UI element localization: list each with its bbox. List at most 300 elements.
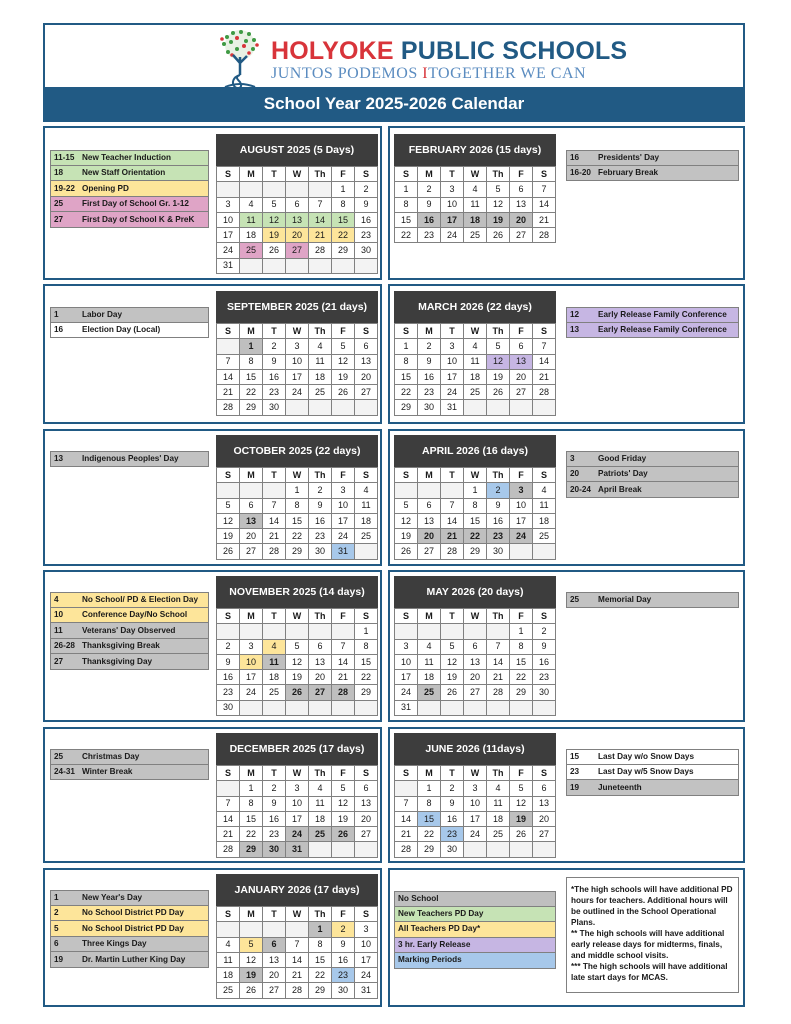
- day-cell: 29: [309, 983, 332, 998]
- day-cell: 18: [464, 212, 487, 227]
- day-cell: 24: [441, 228, 464, 243]
- day-cell: 31: [395, 700, 418, 715]
- weekday-header: S: [355, 167, 378, 182]
- month-grid: [216, 166, 378, 274]
- event-date: 5: [54, 923, 59, 933]
- day-cell: 3: [464, 781, 487, 796]
- day-cell: 27: [464, 685, 487, 700]
- event-date: 25: [570, 595, 580, 605]
- day-cell: 28: [286, 983, 309, 998]
- day-cell: 21: [217, 827, 240, 842]
- day-cell: 4: [263, 639, 286, 654]
- day-cell: 4: [309, 781, 332, 796]
- day-cell: 28: [217, 842, 240, 857]
- day-cell: 11: [418, 654, 441, 669]
- day-cell: 11: [309, 354, 332, 369]
- day-cell: 30: [441, 842, 464, 857]
- event-row: [566, 451, 739, 467]
- day-cell: 14: [332, 654, 355, 669]
- event-row: [566, 780, 739, 796]
- empty-cell: [441, 483, 464, 498]
- weekday-header: Th: [309, 907, 332, 922]
- day-cell: 14: [395, 811, 418, 826]
- day-cell: 13: [533, 796, 556, 811]
- empty-cell: [510, 700, 533, 715]
- empty-cell: [464, 400, 487, 415]
- day-cell: 17: [510, 513, 533, 528]
- empty-cell: [286, 922, 309, 937]
- day-cell: 1: [309, 922, 332, 937]
- empty-cell: [355, 400, 378, 415]
- day-cell: 12: [217, 513, 240, 528]
- day-cell: 7: [263, 498, 286, 513]
- event-title: Juneteenth: [598, 782, 642, 792]
- day-cell: 21: [441, 529, 464, 544]
- day-cell: 5: [510, 781, 533, 796]
- day-cell: 11: [464, 197, 487, 212]
- day-cell: 11: [217, 952, 240, 967]
- weekday-header: M: [418, 609, 441, 624]
- day-cell: 24: [286, 385, 309, 400]
- day-cell: 1: [240, 781, 263, 796]
- event-date: 19: [54, 954, 64, 964]
- day-cell: 2: [418, 182, 441, 197]
- day-cell: 30: [309, 544, 332, 559]
- day-cell: 6: [533, 781, 556, 796]
- event-row: [50, 451, 209, 467]
- empty-cell: [286, 258, 309, 273]
- day-cell: 16: [263, 811, 286, 826]
- day-cell: 10: [441, 354, 464, 369]
- day-cell: 22: [286, 529, 309, 544]
- day-cell: 8: [395, 354, 418, 369]
- day-cell: 15: [309, 952, 332, 967]
- weekday-header: F: [332, 468, 355, 483]
- empty-cell: [487, 842, 510, 857]
- day-cell: 24: [240, 685, 263, 700]
- day-cell: 15: [240, 369, 263, 384]
- month-apr: [394, 435, 556, 560]
- empty-cell: [355, 544, 378, 559]
- empty-cell: [263, 624, 286, 639]
- day-cell: 29: [464, 544, 487, 559]
- day-cell: 5: [263, 197, 286, 212]
- day-cell: 15: [510, 654, 533, 669]
- empty-cell: [263, 182, 286, 197]
- day-cell: 11: [263, 654, 286, 669]
- day-cell: 26: [286, 685, 309, 700]
- month-feb: [394, 134, 556, 243]
- event-date: 10: [54, 610, 64, 620]
- event-row: [50, 654, 209, 670]
- weekday-header: S: [217, 167, 240, 182]
- month-grid: [216, 467, 378, 560]
- day-cell: 19: [487, 369, 510, 384]
- weekday-header: M: [240, 907, 263, 922]
- day-cell: 6: [309, 639, 332, 654]
- day-cell: 7: [533, 339, 556, 354]
- weekday-header: T: [263, 468, 286, 483]
- day-cell: 19: [217, 529, 240, 544]
- day-cell: 9: [487, 498, 510, 513]
- day-cell: 8: [464, 498, 487, 513]
- event-date: 16-20: [570, 168, 591, 178]
- day-cell: 23: [487, 529, 510, 544]
- day-cell: 12: [487, 197, 510, 212]
- day-cell: 26: [395, 544, 418, 559]
- day-cell: 13: [418, 513, 441, 528]
- weekday-header: M: [418, 468, 441, 483]
- day-cell: 26: [510, 827, 533, 842]
- day-cell: 2: [263, 781, 286, 796]
- event-date: 25: [54, 752, 64, 762]
- events-feb: [566, 150, 739, 181]
- month-mar: [394, 291, 556, 416]
- day-cell: 22: [240, 827, 263, 842]
- day-cell: 18: [355, 513, 378, 528]
- day-cell: 27: [510, 228, 533, 243]
- legend: [394, 891, 556, 969]
- day-cell: 30: [533, 685, 556, 700]
- weekday-header: S: [395, 324, 418, 339]
- day-cell: 5: [487, 182, 510, 197]
- weekday-header: M: [418, 167, 441, 182]
- day-cell: 3: [395, 639, 418, 654]
- day-cell: 4: [533, 483, 556, 498]
- day-cell: 22: [510, 670, 533, 685]
- weekday-header: S: [355, 609, 378, 624]
- day-cell: 5: [332, 781, 355, 796]
- event-date: 26-28: [54, 641, 75, 651]
- day-cell: 2: [487, 483, 510, 498]
- empty-cell: [240, 182, 263, 197]
- day-cell: 16: [487, 513, 510, 528]
- empty-cell: [464, 700, 487, 715]
- empty-cell: [395, 781, 418, 796]
- day-cell: 23: [263, 385, 286, 400]
- weekday-header: Th: [487, 766, 510, 781]
- day-cell: 29: [286, 544, 309, 559]
- day-cell: 18: [240, 228, 263, 243]
- month-may: [394, 576, 556, 716]
- empty-cell: [309, 182, 332, 197]
- brand-name-part2: PUBLIC SCHOOLS: [400, 37, 628, 65]
- day-cell: 21: [487, 670, 510, 685]
- day-cell: 5: [487, 339, 510, 354]
- weekday-header: Th: [487, 167, 510, 182]
- day-cell: 10: [240, 654, 263, 669]
- day-cell: 10: [355, 937, 378, 952]
- month-nov: [216, 576, 378, 716]
- event-row: [50, 921, 209, 937]
- month-grid: [394, 467, 556, 560]
- day-cell: 4: [217, 937, 240, 952]
- day-cell: 3: [441, 339, 464, 354]
- day-cell: 25: [309, 385, 332, 400]
- day-cell: 21: [263, 529, 286, 544]
- event-row: [50, 212, 209, 228]
- empty-cell: [263, 700, 286, 715]
- weekday-header: W: [286, 167, 309, 182]
- day-cell: 22: [355, 670, 378, 685]
- day-cell: 24: [395, 685, 418, 700]
- day-cell: 3: [217, 197, 240, 212]
- day-cell: 2: [263, 339, 286, 354]
- empty-cell: [464, 624, 487, 639]
- day-cell: 5: [286, 639, 309, 654]
- empty-cell: [332, 400, 355, 415]
- day-cell: 1: [418, 781, 441, 796]
- event-date: 1: [54, 893, 59, 903]
- empty-cell: [217, 781, 240, 796]
- day-cell: 16: [355, 212, 378, 227]
- day-cell: 12: [395, 513, 418, 528]
- day-cell: 22: [464, 529, 487, 544]
- day-cell: 25: [487, 827, 510, 842]
- empty-cell: [487, 700, 510, 715]
- day-cell: 12: [332, 354, 355, 369]
- empty-cell: [309, 842, 332, 857]
- day-cell: 19: [441, 670, 464, 685]
- event-title: No School District PD Day: [82, 923, 184, 933]
- empty-cell: [355, 258, 378, 273]
- day-cell: 6: [418, 498, 441, 513]
- day-cell: 1: [332, 182, 355, 197]
- empty-cell: [510, 400, 533, 415]
- day-cell: 10: [395, 654, 418, 669]
- day-cell: 9: [217, 654, 240, 669]
- weekday-header: W: [286, 324, 309, 339]
- events-oct: [50, 451, 209, 467]
- brand-name-part1: HOLYOKE: [271, 37, 394, 65]
- weekday-header: Th: [487, 609, 510, 624]
- day-cell: 29: [510, 685, 533, 700]
- month-title: MAY 2026 (20 days): [394, 576, 556, 608]
- month-title: JANUARY 2026 (17 days): [216, 874, 378, 906]
- empty-cell: [533, 842, 556, 857]
- event-date: 18: [54, 168, 64, 178]
- month-oct: [216, 435, 378, 560]
- empty-cell: [355, 842, 378, 857]
- day-cell: 5: [395, 498, 418, 513]
- event-row: [566, 467, 739, 483]
- day-cell: 14: [441, 513, 464, 528]
- day-cell: 13: [286, 212, 309, 227]
- weekday-header: S: [217, 766, 240, 781]
- tagline-english: TOGETHER WE CAN: [428, 65, 587, 82]
- weekday-header: F: [332, 167, 355, 182]
- weekday-header: S: [395, 167, 418, 182]
- empty-cell: [395, 624, 418, 639]
- day-cell: 24: [286, 827, 309, 842]
- day-cell: 28: [332, 685, 355, 700]
- day-cell: 27: [533, 827, 556, 842]
- day-cell: 4: [464, 182, 487, 197]
- day-cell: 17: [464, 811, 487, 826]
- day-cell: 14: [263, 513, 286, 528]
- event-title: Early Release Family Conference: [598, 325, 727, 335]
- event-date: 25: [54, 199, 64, 209]
- day-cell: 16: [309, 513, 332, 528]
- weekday-header: S: [533, 167, 556, 182]
- day-cell: 20: [510, 212, 533, 227]
- day-cell: 6: [355, 781, 378, 796]
- empty-cell: [533, 544, 556, 559]
- day-cell: 23: [332, 968, 355, 983]
- day-cell: 7: [441, 498, 464, 513]
- tagline-spanish: JUNTOS PODEMOS: [271, 65, 418, 82]
- day-cell: 23: [217, 685, 240, 700]
- event-date: 11: [54, 625, 63, 635]
- day-cell: 5: [217, 498, 240, 513]
- event-title: Thanksgiving Day: [82, 656, 153, 666]
- day-cell: 7: [332, 639, 355, 654]
- day-cell: 27: [286, 243, 309, 258]
- day-cell: 27: [510, 385, 533, 400]
- day-cell: 1: [395, 339, 418, 354]
- weekday-header: F: [332, 907, 355, 922]
- day-cell: 6: [464, 639, 487, 654]
- day-cell: 22: [395, 385, 418, 400]
- weekday-header: T: [441, 324, 464, 339]
- day-cell: 18: [464, 369, 487, 384]
- month-grid: [394, 608, 556, 716]
- day-cell: 23: [441, 827, 464, 842]
- month-title: OCTOBER 2025 (22 days): [216, 435, 378, 467]
- weekday-header: T: [441, 468, 464, 483]
- event-date: 24-31: [54, 767, 75, 777]
- day-cell: 17: [395, 670, 418, 685]
- day-cell: 26: [217, 544, 240, 559]
- day-cell: 9: [418, 197, 441, 212]
- day-cell: 1: [464, 483, 487, 498]
- event-title: Winter Break: [82, 767, 133, 777]
- legend-all-teachers-pd: All Teachers PD Day*: [394, 922, 556, 938]
- day-cell: 6: [240, 498, 263, 513]
- event-title: First Day of School Gr. 1-12: [82, 199, 189, 209]
- day-cell: 10: [510, 498, 533, 513]
- day-cell: 2: [217, 639, 240, 654]
- weekday-header: W: [464, 468, 487, 483]
- day-cell: 28: [263, 544, 286, 559]
- day-cell: 10: [332, 498, 355, 513]
- event-title: Conference Day/No School: [82, 610, 188, 620]
- day-cell: 20: [240, 529, 263, 544]
- day-cell: 19: [240, 968, 263, 983]
- event-row: [50, 937, 209, 953]
- event-row: [50, 592, 209, 608]
- tree-logo-icon: [213, 27, 267, 93]
- day-cell: 21: [286, 968, 309, 983]
- event-title: Election Day (Local): [82, 325, 161, 335]
- day-cell: 4: [240, 197, 263, 212]
- events-dec: [50, 749, 209, 780]
- event-row: [50, 608, 209, 624]
- event-title: Veterans' Day Observed: [82, 625, 176, 635]
- weekday-header: S: [217, 907, 240, 922]
- day-cell: 31: [217, 258, 240, 273]
- day-cell: 13: [355, 354, 378, 369]
- day-cell: 25: [418, 685, 441, 700]
- weekday-header: M: [240, 324, 263, 339]
- weekday-header: W: [464, 609, 487, 624]
- events-nov: [50, 592, 209, 670]
- legend-no-school: No School: [394, 891, 556, 907]
- empty-cell: [332, 258, 355, 273]
- event-date: 4: [54, 595, 59, 605]
- day-cell: 19: [286, 670, 309, 685]
- events-jan: [50, 890, 209, 968]
- day-cell: 21: [395, 827, 418, 842]
- day-cell: 21: [332, 670, 355, 685]
- weekday-header: W: [464, 766, 487, 781]
- note-3: *** The high schools will have additional late start days for MCAS.: [571, 962, 728, 982]
- day-cell: 31: [332, 544, 355, 559]
- event-row: [50, 906, 209, 922]
- event-date: 1: [54, 310, 59, 320]
- day-cell: 9: [263, 796, 286, 811]
- day-cell: 19: [395, 529, 418, 544]
- day-cell: 3: [510, 483, 533, 498]
- day-cell: 28: [533, 228, 556, 243]
- day-cell: 7: [533, 182, 556, 197]
- month-title: APRIL 2026 (16 days): [394, 435, 556, 467]
- month-dec: [216, 733, 378, 858]
- weekday-header: T: [263, 324, 286, 339]
- day-cell: 19: [263, 228, 286, 243]
- day-cell: 20: [263, 968, 286, 983]
- empty-cell: [441, 624, 464, 639]
- day-cell: 15: [464, 513, 487, 528]
- weekday-header: T: [441, 167, 464, 182]
- empty-cell: [217, 339, 240, 354]
- event-date: 20: [570, 469, 580, 479]
- event-title: April Break: [598, 484, 642, 494]
- empty-cell: [240, 258, 263, 273]
- day-cell: 17: [286, 811, 309, 826]
- weekday-header: F: [510, 468, 533, 483]
- month-title: JUNE 2026 (11days): [394, 733, 556, 765]
- day-cell: 28: [441, 544, 464, 559]
- event-date: 16: [570, 153, 580, 163]
- events-jun: [566, 749, 739, 796]
- day-cell: 9: [309, 498, 332, 513]
- day-cell: 17: [240, 670, 263, 685]
- day-cell: 2: [309, 483, 332, 498]
- brand-name: [271, 37, 627, 66]
- day-cell: 26: [240, 983, 263, 998]
- weekday-header: S: [355, 766, 378, 781]
- events-aug: [50, 150, 209, 228]
- page-title: School Year 2025-2026 Calendar: [45, 87, 743, 120]
- empty-cell: [395, 483, 418, 498]
- weekday-header: M: [418, 324, 441, 339]
- day-cell: 27: [355, 385, 378, 400]
- day-cell: 31: [355, 983, 378, 998]
- weekday-header: S: [355, 468, 378, 483]
- tagline-separator: I: [422, 65, 429, 82]
- day-cell: 24: [464, 827, 487, 842]
- day-cell: 25: [240, 243, 263, 258]
- empty-cell: [533, 700, 556, 715]
- day-cell: 18: [487, 811, 510, 826]
- month-grid: [216, 323, 378, 416]
- weekday-header: S: [217, 468, 240, 483]
- day-cell: 28: [395, 842, 418, 857]
- month-jun: [394, 733, 556, 858]
- notes-box: [566, 877, 739, 993]
- day-cell: 28: [487, 685, 510, 700]
